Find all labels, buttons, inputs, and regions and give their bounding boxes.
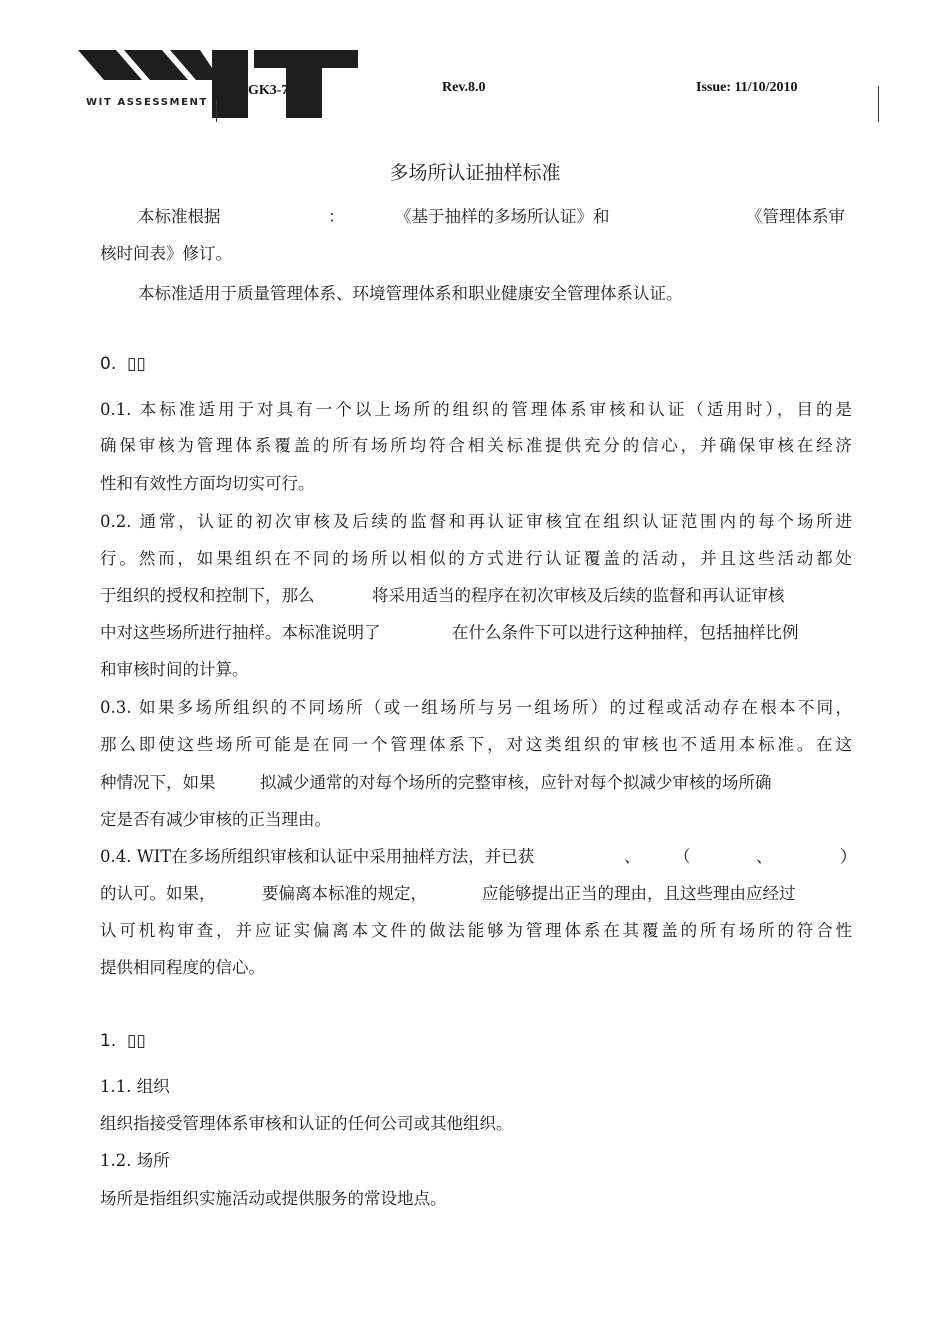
page-title: 多场所认证抽样标准: [389, 162, 561, 184]
section-heading: 1. ▯▯: [100, 1031, 146, 1051]
paragraph-line: 和审核时间的计算。: [100, 660, 249, 679]
paragraph-line: 0.1. 本标准适用于对具有一个以上场所的组织的管理体系审核和认证（适用时），目的是: [100, 400, 852, 419]
paragraph-line: 中对这些场所进行抽样。本标准说明了 在什么条件下可以进行这种抽样，包括抽样比例: [100, 623, 799, 642]
paragraph-line: 确保审核为管理体系覆盖的所有场所均符合相关标准提供充分的信心，并确保审核在经济: [100, 436, 852, 455]
document-code: GK3-7: [248, 83, 289, 98]
paragraph-line: 0.2. 通常，认证的初次审核及后续的监督和再认证审核宜在组织认证范围内的每个场所进: [100, 512, 852, 531]
subsection-heading: 1.2. 场所: [100, 1151, 170, 1170]
paragraph-line: 那么即使这些场所可能是在同一个管理体系下，对这类组织的审核也不适用本标准。在这: [100, 735, 852, 754]
brand-text: WIT ASSESSMENT: [86, 97, 208, 108]
paragraph-line: 行。然而，如果组织在不同的场所以相似的方式进行认证覆盖的活动，并且这些活动都处: [100, 549, 852, 568]
revision: Rev.8.0: [442, 80, 486, 95]
paragraph-line: 场所是指组织实施活动或提供服务的常设地点。: [100, 1189, 447, 1208]
paragraph-line: 提供相同程度的信心。: [100, 958, 265, 977]
paragraph-line: 于组织的授权和控制下，那么 将采用适当的程序在初次审核及后续的监督和再认证审核: [100, 586, 785, 605]
paragraph-line: 定是否有减少审核的正当理由。: [100, 810, 331, 829]
section-heading: 0. ▯▯: [100, 354, 146, 374]
paragraph-line: 性和有效性方面均切实可行。: [100, 474, 315, 493]
wit-logo: [78, 48, 363, 120]
issue-date: Issue: 11/10/2010: [696, 80, 798, 95]
intro-line: 本标准适用于质量管理体系、环境管理体系和职业健康安全管理体系认证。: [138, 284, 683, 303]
subsection-heading: 1.1. 组织: [100, 1077, 170, 1096]
paragraph-line: 0.4. WIT在多场所组织审核和认证中采用抽样方法，并已获 、 （ 、 ）: [100, 847, 857, 866]
intro-line: 核时间表》修订。: [100, 244, 232, 263]
paragraph-line: 的认可。如果， 要偏离本标准的规定， 应能够提出正当的理由，且这些理由应经过: [100, 884, 796, 903]
paragraph-line: 组织指接受管理体系审核和认证的任何公司或其他组织。: [100, 1114, 513, 1133]
header-divider: [216, 100, 217, 122]
paragraph-line: 0.3. 如果多场所组织的不同场所（或一组场所与另一组场所）的过程或活动存在根本不同，: [100, 698, 852, 717]
paragraph-line: 认可机构审查，并应证实偏离本文件的做法能够为管理体系在其覆盖的所有场所的符合性: [100, 921, 852, 940]
header-divider: [878, 86, 879, 122]
paragraph-line: 种情况下，如果 拟减少通常的对每个场所的完整审核，应针对每个拟减少审核的场所确: [100, 773, 772, 792]
